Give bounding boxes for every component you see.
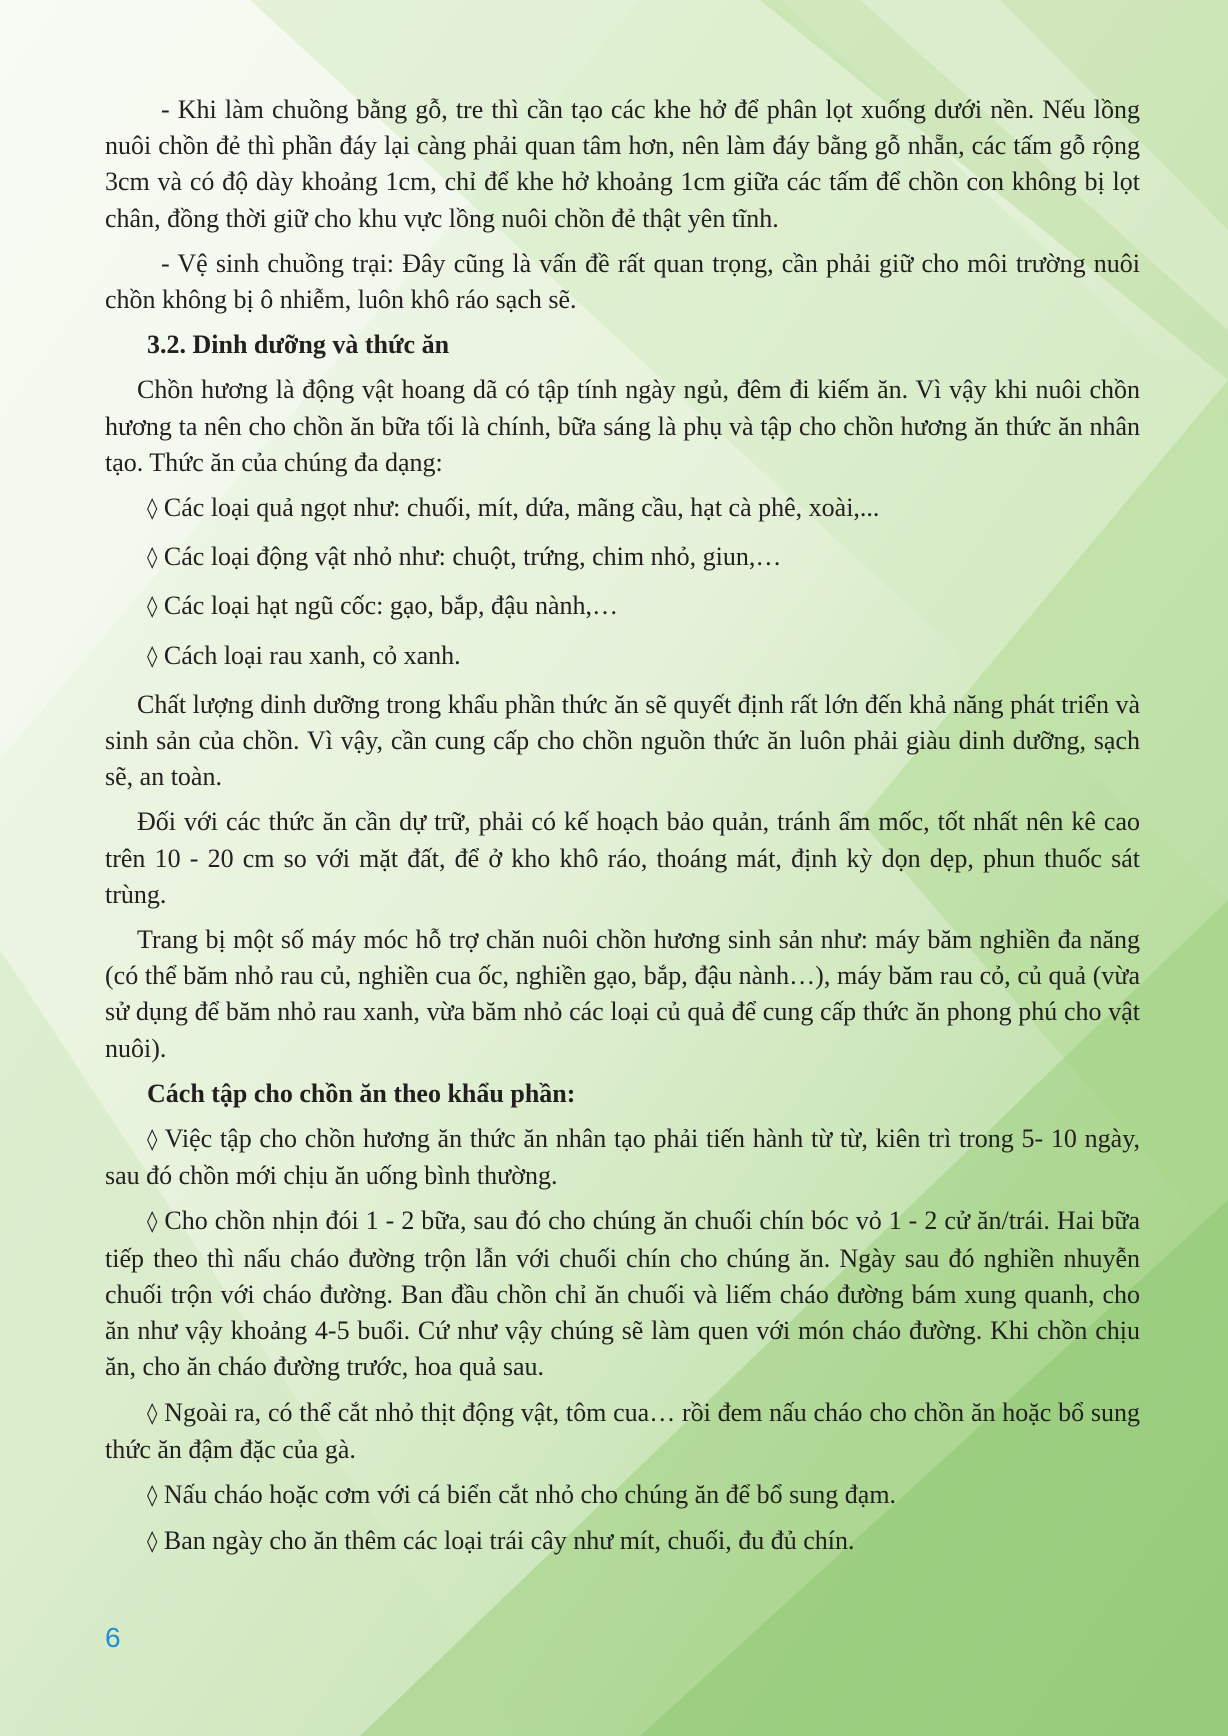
page-number: 6 [105,1622,121,1653]
feeding-list-text: Việc tập cho chồn hương ăn thức ăn nhân tạo phải tiến hành từ từ, kiên trì trong 5- 10 ngày, sau đó chồn mới chịu ăn uống bình thường. [105,1124,1141,1191]
diamond-bullet-icon: ◊ [147,496,158,521]
diamond-bullet-icon: ◊ [147,1529,158,1554]
diamond-bullet-icon: ◊ [147,1209,158,1234]
diamond-bullet-icon: ◊ [147,545,158,570]
food-list-text: Cách loại rau xanh, cỏ xanh. [163,640,461,670]
food-list-item [105,588,1140,625]
section-heading: 3.2. Dinh dưỡng và thức ăn [147,330,450,360]
feeding-list-item [105,1121,1140,1194]
food-list-text: Các loại quả ngọt như: chuối, mít, dứa, mãng cầu, hạt cà phê, xoài,... [163,493,880,523]
feeding-list-item [105,1395,1140,1468]
diamond-bullet-icon: ◊ [147,594,158,619]
feeding-list-text: Ban ngày cho ăn thêm các loại trái cây như mít, chuối, đu đủ chín. [163,1526,855,1556]
paragraph-sanitation: - Vệ sinh chuồng trại: Đây cũng là vấn đề rất quan trọng, cần phải giữ cho môi trường nuôi chồn không bị ô nhiễm, luôn khô ráo sạch sẽ. [105,248,1140,315]
paragraph-cage-wood: - Khi làm chuồng bằng gỗ, tre thì cần tạo các khe hở để phân lọt xuống dưới nền. Nếu lồng nuôi chồn đẻ thì phần đáy lại càng phải quan tâm hơn, nên làm đáy bằng gỗ nhẵn, các tấm gỗ rộng 3cm và có độ dày khoảng 1cm, chỉ để khe hở khoảng 1cm giữa các tấm để chồn con không bị lọt chân, đồng thời giữ cho khu vực lồng nuôi chồn đẻ thật yên tĩnh. [105,95,1140,233]
food-list-item [105,539,1140,576]
feeding-list-item [105,1477,1140,1514]
diamond-bullet-icon: ◊ [147,1400,158,1425]
food-list-item [105,638,1140,675]
paragraph-equipment: Trang bị một số máy móc hỗ trợ chăn nuôi chồn hương sinh sản như: máy băm nghiền đa năng (có thể băm nhỏ rau củ, nghiền cua ốc, nghiền gạo, bắp, đậu nành…), máy băm rau cỏ, củ quả (vừa sử dụng để băm nhỏ rau xanh, vừa băm nhỏ các loại củ quả để cung cấp thức ăn phong phú cho vật nuôi). [105,925,1140,1063]
paragraph-food-storage: Đối với các thức ăn cần dự trữ, phải có kế hoạch bảo quản, tránh ẩm mốc, tốt nhất nên kê cao trên 10 - 20 cm so với mặt đất, để ở kho khô ráo, thoáng mát, định kỳ dọn dẹp, phun thuốc sát trùng. [105,807,1140,909]
feeding-list-text: Ngoài ra, có thể cắt nhỏ thịt động vật, tôm cua… rồi đem nấu cháo cho chồn ăn hoặc bổ sung thức ăn đậm đặc của gà. [105,1397,1140,1464]
feeding-list-text: Nấu cháo hoặc cơm với cá biển cắt nhỏ cho chúng ăn để bổ sung đạm. [163,1479,897,1509]
feeding-list-text: Cho chồn nhịn đói 1 - 2 bữa, sau đó cho chúng ăn chuối chín bóc vỏ 1 - 2 cử ăn/trái. Hai bữa tiếp theo thì nấu cháo đường trộn lẫn với chuối chín cho chúng ăn. Ngày sau đó nghiền nhuyễn chuối trộn với cháo đường. Ban đầu chồn chỉ ăn chuối và liếm cháo đường bám xung quanh, cho ăn như vậy khoảng 4-5 buổi. Cứ như vậy chúng sẽ làm quen với món cháo đường. Khi chồn chịu ăn, cho ăn cháo đường trước, hoa quả sau. [105,1206,1141,1382]
feeding-list-item [105,1523,1140,1560]
subheading-feeding-training: Cách tập cho chồn ăn theo khẩu phần: [147,1078,576,1108]
food-list-text: Các loại hạt ngũ cốc: gạo, bắp, đậu nành,… [163,591,619,621]
paragraph-nutrition-quality: Chất lượng dinh dưỡng trong khẩu phần thức ăn sẽ quyết định rất lớn đến khả năng phát triển và sinh sản của chồn. Vì vậy, cần cung cấp cho chồn nguồn thức ăn luôn phải giàu dinh dưỡng, sạch sẽ, an toàn. [105,689,1140,792]
feeding-list-item [105,1203,1140,1385]
diamond-bullet-icon: ◊ [147,643,158,668]
food-list-text: Các loại động vật nhỏ như: chuột, trứng, chim nhỏ, giun,… [163,542,782,572]
diamond-bullet-icon: ◊ [147,1127,158,1152]
diamond-bullet-icon: ◊ [147,1482,158,1507]
page-content [105,92,1140,1569]
paragraph-intro: Chồn hương là động vật hoang dã có tập tính ngày ngủ, đêm đi kiếm ăn. Vì vậy khi nuôi chồn hương ta nên cho chồn ăn bữa tối là chính, bữa sáng là phụ và tập cho chồn hương ăn thức ăn nhân tạo. Thức ăn của chúng đa dạng: [105,375,1140,477]
food-list-item [105,490,1140,527]
